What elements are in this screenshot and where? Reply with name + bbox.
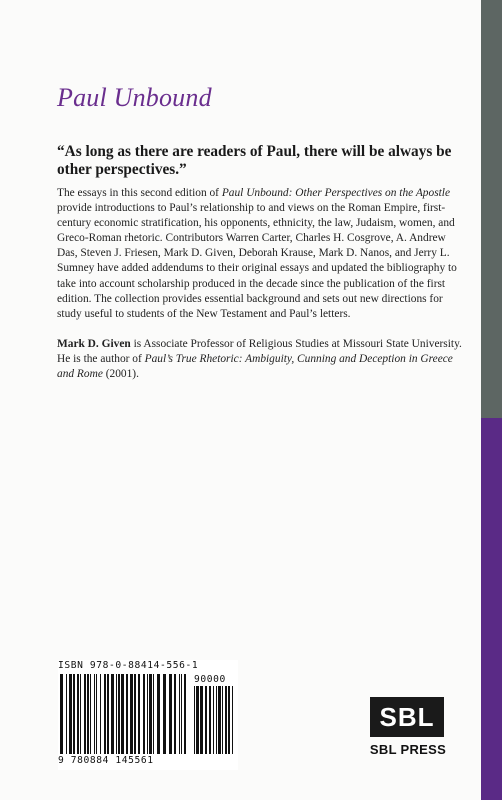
barcode-bar [96,674,97,754]
barcode-bar [218,686,221,754]
barcode-bar [184,674,186,754]
barcode-bar [121,674,124,754]
barcode-bar [216,686,217,754]
barcode-bar [169,674,172,754]
barcode-bar [225,686,227,754]
barcode-bar [232,686,233,754]
sbl-logo: SBL [370,697,444,737]
barcode-addon-bars [194,686,236,754]
isbn-label: ISBN 978-0-88414-556-1 [58,660,199,671]
barcode-bar [116,674,117,754]
barcode-bar [200,686,203,754]
barcode-bar [179,674,180,754]
author-bio-text-2: (2001). [102,368,139,381]
barcode-bar [163,674,166,754]
barcode-bar [130,674,133,754]
author-bio-text-1: is Associate Professor of Religious Studies at Missouri State University. He is the author of [57,338,462,366]
barcode-bar [194,686,195,754]
barcode-bar [157,674,160,754]
barcode-bar [222,686,223,754]
barcode-bar [118,674,120,754]
barcode-bar [104,674,106,754]
isbn-barcode [58,660,238,770]
barcode-bar [196,686,199,754]
barcode-bar [213,686,214,754]
author-book-title: Paul’s True Rhetoric: Ambiguity, Cunning and Deception in Greece and Rome [57,353,453,381]
barcode-bar [181,674,182,754]
barcode-bar [153,674,154,754]
barcode-bar [87,674,89,754]
barcode-bar [90,674,91,754]
barcode-bar [209,686,211,754]
author-name: Mark D. Given [57,338,131,350]
barcode-bar [60,674,63,754]
barcode-bar [134,674,136,754]
author-bio [57,337,462,382]
barcode-bar [228,686,230,754]
barcode-bar [69,674,72,754]
barcode-bar [147,674,148,754]
description-intro: The essays in this second edition of [57,187,222,199]
barcode-digits: 9 780884 145561 [58,755,154,766]
spine-stripe-purple [481,418,502,800]
book-title: Paul Unbound [57,83,212,112]
barcode-bar [126,674,128,754]
barcode-bar [205,686,207,754]
barcode-bar [84,674,86,754]
publisher-name: SBL PRESS [369,742,447,757]
barcode-bar [174,674,176,754]
barcode-bar [100,674,101,754]
barcode-addon-code: 90000 [194,674,226,685]
barcode-bar [149,674,152,754]
barcode-bar [138,674,140,754]
barcode-bar [73,674,75,754]
description-rest: provide introductions to Paul’s relationship to and views on the Roman Empire, first-century economic stratification, his opponents, ethnicity, the law, Judaism, women, and Greco-Roman rhetoric. Contributors Warren Carter, Charles H. Cosgrove, A. Andrew Das, Steven J. Friesen, Mark D. Given, Deborah Krause, Mark D. Nanos, and Jerry L. Sumney have added addendums to their original essays and updated the bibliography to take into account scholarship produced in the decade since the publication of the first edition. The collection provides essential background and sets out new directions for study useful to students of the New Testament and Paul’s letters. [57,202,457,320]
barcode-bar [107,674,109,754]
barcode-bar [77,674,79,754]
barcode-bar [111,674,114,754]
barcode-bar [66,674,67,754]
pull-quote: “As long as there are readers of Paul, there will be always be other perspectives.” [57,143,452,178]
spine-stripe-gray [481,0,502,418]
barcode-bar [80,674,81,754]
barcode-bars [60,674,186,754]
description-book-title: Paul Unbound: Other Perspectives on the Apostle [221,187,451,199]
barcode-bar [143,674,145,754]
barcode-bar [94,674,95,754]
description-paragraph [57,186,462,322]
